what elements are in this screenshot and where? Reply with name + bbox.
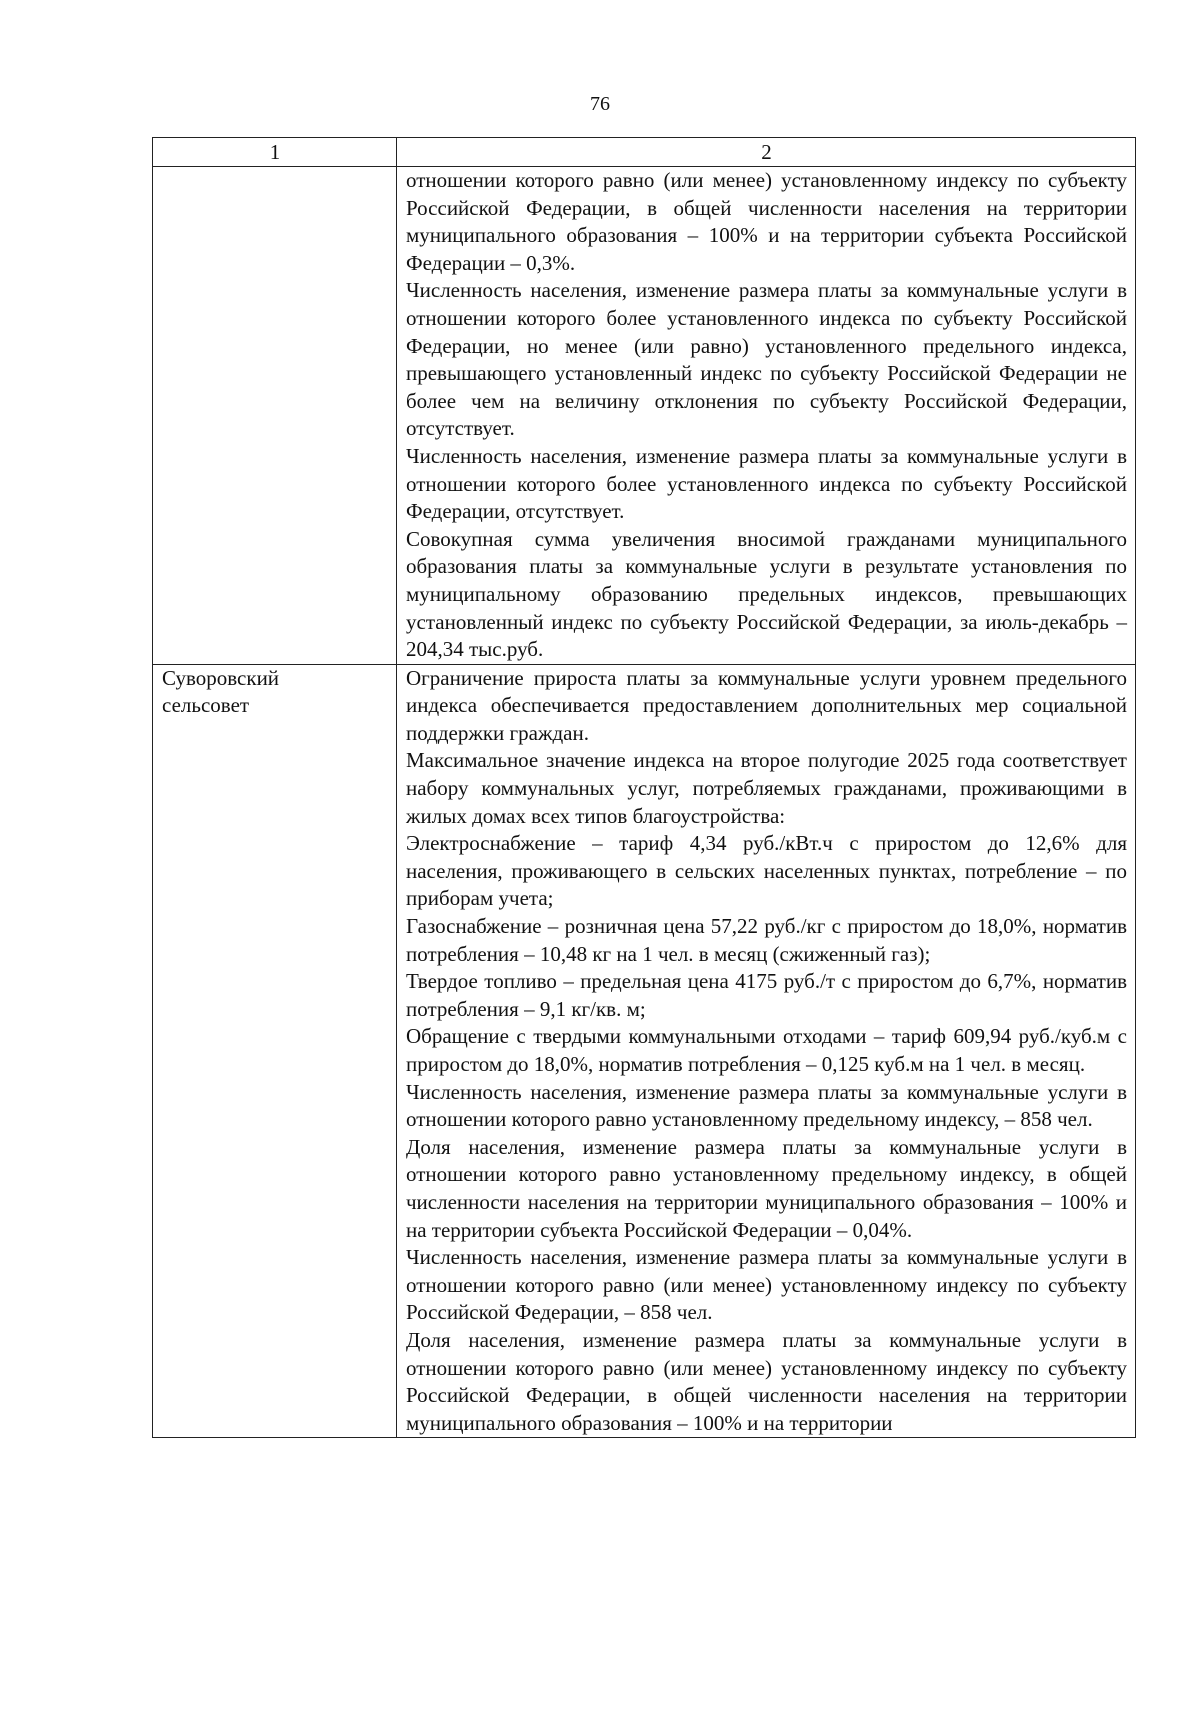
paragraph: Ограничение прироста платы за коммунальные услуги уровнем предельного индекса обеспечивается предоставлением дополнительных мер социальной поддержки граждан. <box>406 665 1127 745</box>
paragraph: отношении которого равно (или менее) установленному индексу по субъекту Российской Федерации, в общей численности населения на территории муниципального образования – 100% и на территории субъекта Российской Федерации – 0,3%. <box>406 168 1127 275</box>
paragraph: Твердое топливо – предельная цена 4175 руб./т с приростом до 6,7%, норматив потребления – 9,1 кг/кв. м; <box>406 969 1127 1021</box>
column-header-2: 2 <box>397 138 1136 167</box>
paragraph: Численность населения, изменение размера платы за коммунальные услуги в отношении которого более установленного индекса по субъекту Российской Федерации, отсутствует. <box>406 443 1127 524</box>
description-cell <box>397 664 1136 1438</box>
paragraph: Численность населения, изменение размера платы за коммунальные услуги в отношении которого более установленного индекса по субъекту Российской Федерации, но менее (или равно) установленного предельного индекса, превышающего установленный индекс по субъекту Российской Федерации не более чем на величину отклонения по субъекту Российской Федерации, отсутствует. <box>406 278 1127 441</box>
region-name-cell <box>153 167 397 665</box>
table-row <box>153 167 1136 665</box>
paragraph: Электроснабжение – тариф 4,34 руб./кВт.ч с приростом до 12,6% для населения, проживающего в сельских населенных пунктах, потребление – по приборам учета; <box>406 831 1127 911</box>
region-name-cell <box>153 664 397 1438</box>
paragraph: Максимальное значение индекса на второе полугодие 2025 года соответствует набору коммунальных услуг, потребляемых гражданами, проживающими в жилых домах всех типов благоустройства: <box>406 748 1127 828</box>
region-name-line: сельсовет <box>162 693 250 718</box>
paragraph: Газоснабжение – розничная цена 57,22 руб./кг с приростом до 18,0%, норматив потребления – 10,48 кг на 1 чел. в месяц (сжиженный газ); <box>406 914 1127 966</box>
table-header-row <box>153 138 1136 167</box>
column-header-1: 1 <box>153 138 397 167</box>
paragraph: Совокупная сумма увеличения вносимой гражданами муниципального образования платы за коммунальные услуги в результате установления по муниципальному образованию предельных индексов, превышающих установленный индекс по субъекту Российской Федерации, за июль-декабрь – 204,34 тыс.руб. <box>406 526 1127 662</box>
data-table <box>152 137 1136 1438</box>
paragraph: Доля населения, изменение размера платы за коммунальные услуги в отношении которого равно (или менее) установленному индексу по субъекту Российской Федерации, в общей численности населения на территории муниципального образования – 100% и на территории <box>406 1327 1127 1435</box>
page-number: 76 <box>590 93 610 115</box>
paragraph: Доля населения, изменение размера платы за коммунальные услуги в отношении которого равно установленному предельному индексу, в общей численности населения на территории муниципального образования – 100% и на территории субъекта Российской Федерации – 0,04%. <box>406 1134 1127 1242</box>
paragraph: Обращение с твердыми коммунальными отходами – тариф 609,94 руб./куб.м с приростом до 18,0%, норматив потребления – 0,125 куб.м на 1 чел. в месяц. <box>406 1024 1127 1076</box>
paragraph: Численность населения, изменение размера платы за коммунальные услуги в отношении которого равно установленному предельному индексу, – 858 чел. <box>406 1079 1127 1132</box>
region-name-line: Суворовский <box>162 665 280 690</box>
table-row <box>153 664 1136 1438</box>
description-cell <box>397 167 1136 665</box>
paragraph: Численность населения, изменение размера платы за коммунальные услуги в отношении которого равно (или менее) установленному индексу по субъекту Российской Федерации, – 858 чел. <box>406 1245 1127 1325</box>
